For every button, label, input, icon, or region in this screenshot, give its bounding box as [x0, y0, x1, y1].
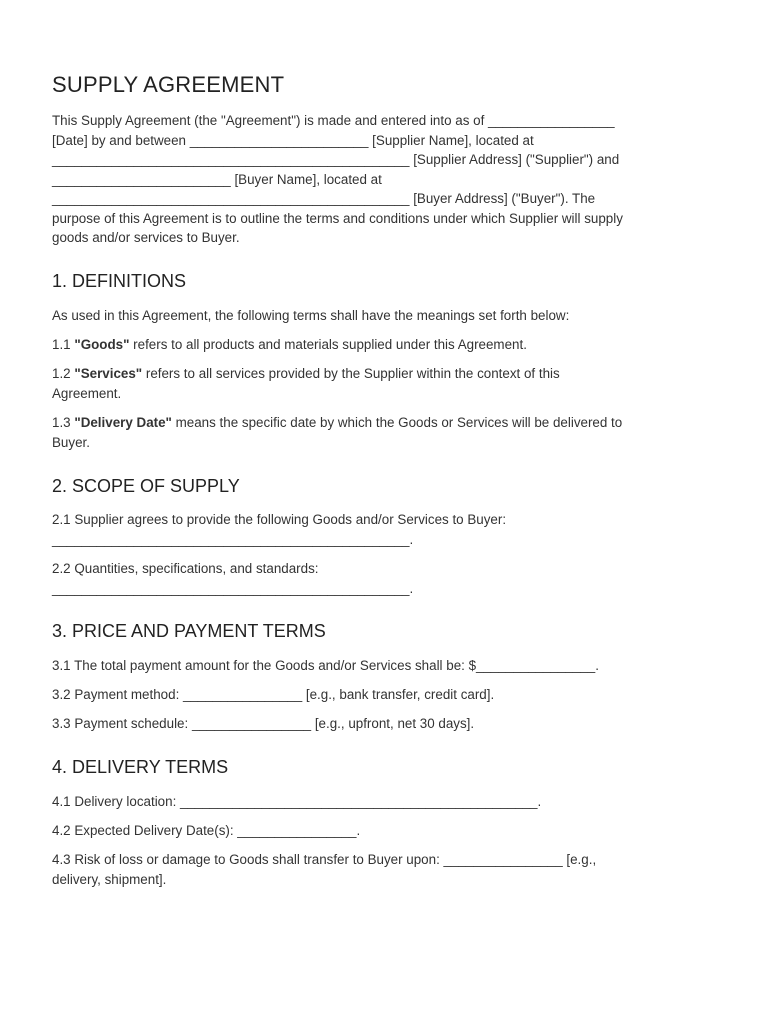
definition-text: refers to all products and materials supplied under this Agreement.: [129, 337, 527, 352]
section-heading-scope: 2. SCOPE OF SUPPLY: [52, 476, 240, 496]
definition-item-goods: [52, 335, 722, 355]
defined-term: "Goods": [74, 337, 130, 352]
delivery-risk-text-continued: delivery, shipment].: [52, 871, 167, 887]
section-heading-definitions: 1. DEFINITIONS: [52, 271, 187, 291]
section-heading-delivery: 4. DELIVERY TERMS: [52, 757, 229, 777]
intro-line: This Supply Agreement (the "Agreement") is made and entered into as of _________________: [52, 113, 615, 128]
definition-text: refers to all services provided by the Supplier within the context of this: [142, 366, 560, 381]
section-heading-price: 3. PRICE AND PAYMENT TERMS: [52, 621, 326, 641]
definition-text-continued: Agreement.: [52, 385, 122, 401]
defined-term: "Services": [74, 366, 143, 381]
intro-line: purpose of this Agreement is to outline the terms and conditions under which Supplier will supply: [52, 210, 623, 226]
intro-paragraph: [52, 111, 722, 248]
intro-line: ________________________________________________ [Buyer Address] ("Buyer"). The: [52, 191, 596, 206]
definition-text-continued: Buyer.: [52, 434, 90, 450]
intro-line: goods and/or services to Buyer.: [52, 230, 240, 245]
delivery-item-date: 4.2 Expected Delivery Date(s): ________________.: [52, 823, 361, 838]
definition-text: means the specific date by which the Goods or Services will be delivered to: [171, 415, 623, 430]
delivery-item-location: 4.1 Delivery location: ________________________________________________.: [52, 794, 542, 809]
blank-line: ________________________________________________.: [52, 531, 414, 547]
definitions-intro: As used in this Agreement, the following terms shall have the meanings set forth below:: [52, 308, 570, 323]
intro-line: ________________________ [Buyer Name], located at: [52, 171, 382, 187]
definition-item-delivery-date: [52, 413, 722, 452]
item-number: 1.1: [52, 337, 75, 352]
blank-line: ________________________________________________.: [52, 580, 414, 596]
scope-item-text: 2.1 Supplier agrees to provide the following Goods and/or Services to Buyer:: [52, 512, 507, 527]
scope-item-goods-services: [52, 510, 722, 549]
scope-item-quantities: [52, 559, 722, 598]
price-item-schedule: 3.3 Payment schedule: ________________ [e.g., upfront, net 30 days].: [52, 716, 475, 731]
scope-item-text: 2.2 Quantities, specifications, and standards:: [52, 561, 319, 576]
definition-item-services: [52, 364, 722, 403]
defined-term: "Delivery Date": [74, 415, 172, 430]
delivery-item-risk: [52, 850, 722, 889]
price-item-total: 3.1 The total payment amount for the Goods and/or Services shall be: $________________.: [52, 658, 599, 673]
document-title: SUPPLY AGREEMENT: [52, 72, 285, 97]
price-item-method: 3.2 Payment method: ________________ [e.g., bank transfer, credit card].: [52, 687, 495, 702]
delivery-risk-text: 4.3 Risk of loss or damage to Goods shall transfer to Buyer upon: ________________ [e.g.,: [52, 852, 597, 867]
intro-line: [Date] by and between ________________________ [Supplier Name], located at: [52, 132, 534, 148]
intro-line: ________________________________________________ [Supplier Address] ("Supplier") and: [52, 152, 620, 167]
item-number: 1.2: [52, 366, 75, 381]
item-number: 1.3: [52, 415, 75, 430]
